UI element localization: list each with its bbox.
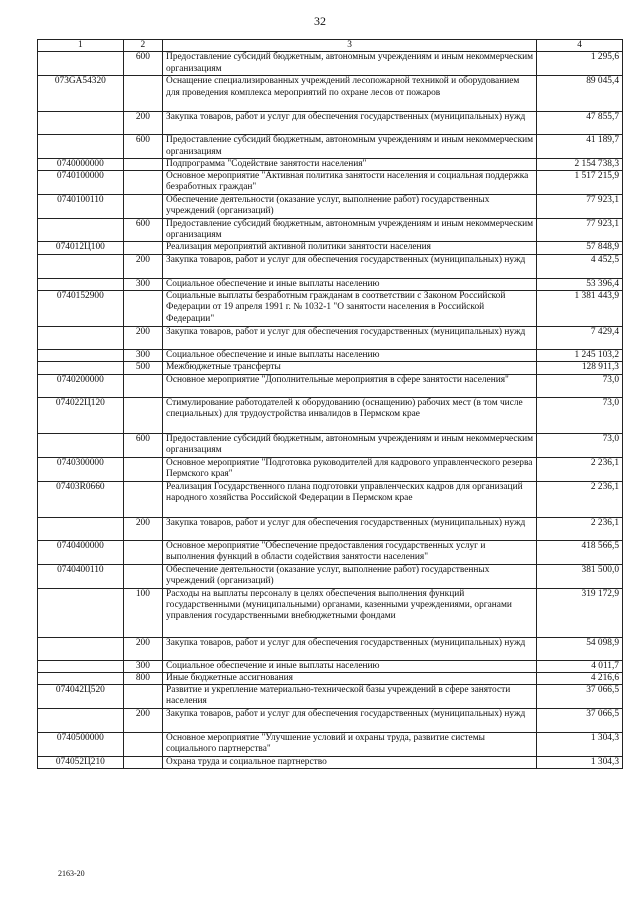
row-name: Закупка товаров, работ и услуг для обеспечения государственных (муниципальных) нужд [163,254,537,278]
row-code [38,362,124,374]
row-name: Реализация Государственного плана подготовки управленческих кадров для организаций народного хозяйства Российской Федерации в Пермском крае [163,481,537,517]
budget-table [37,39,623,769]
row-code: 0740300000 [38,457,124,481]
row-sum: 4 011,7 [537,660,623,672]
row-expense-type [123,290,162,326]
row-expense-type [123,397,162,433]
table-row [38,588,623,637]
row-name: Расходы на выплаты персоналу в целях обеспечения выполнения функций государственными (муниципальными) органами, казенными учреждениями, органами управления государственными внебюджетными фондами [163,588,537,637]
table-row [38,397,623,433]
row-name: Социальное обеспечение и иные выплаты населению [163,278,537,290]
row-expense-type: 600 [123,135,162,159]
table-row [38,732,623,756]
table-row [38,540,623,564]
row-expense-type [123,195,162,219]
header-col-3: 3 [163,40,537,52]
row-sum: 1 304,3 [537,756,623,768]
table-row [38,171,623,195]
row-expense-type [123,732,162,756]
row-expense-type [123,76,162,112]
table-row [38,708,623,732]
row-sum: 53 396,4 [537,278,623,290]
row-code: 0740400110 [38,564,124,588]
row-sum: 2 236,1 [537,457,623,481]
row-sum: 381 500,0 [537,564,623,588]
row-code: 074022Ц120 [38,397,124,433]
row-sum: 1 517 215,9 [537,171,623,195]
row-expense-type: 300 [123,349,162,361]
table-row [38,326,623,349]
row-sum: 57 848,9 [537,242,623,254]
row-code: 074052Ц210 [38,756,124,768]
row-name: Предоставление субсидий бюджетным, автономным учреждениям и иным некоммерческим организациям [163,218,537,242]
row-sum: 73,0 [537,374,623,397]
table-row [38,517,623,540]
table-row [38,637,623,660]
row-name: Основное мероприятие "Дополнительные мероприятия в сфере занятости населения" [163,374,537,397]
row-name: Основное мероприятие "Активная политика занятости населения и социальная поддержка безработных граждан" [163,171,537,195]
row-sum: 37 066,5 [537,685,623,709]
row-code [38,326,124,349]
row-code: 0740152900 [38,290,124,326]
row-code [38,660,124,672]
footer-code: 2163-20 [58,869,85,878]
row-sum: 77 923,1 [537,195,623,219]
row-sum: 1 381 443,9 [537,290,623,326]
row-code: 074042Ц520 [38,685,124,709]
table-row [38,362,623,374]
row-name: Реализация мероприятий активной политики занятости населения [163,242,537,254]
table-row [38,290,623,326]
row-name: Закупка товаров, работ и услуг для обеспечения государственных (муниципальных) нужд [163,708,537,732]
row-name: Стимулирование работодателей к оборудованию (оснащению) рабочих мест (в том числе специальных) для трудоустройства инвалидов в Пермском крае [163,397,537,433]
row-sum: 1 304,3 [537,732,623,756]
table-row [38,112,623,135]
table-row [38,685,623,709]
table-row [38,218,623,242]
row-sum: 4 216,6 [537,672,623,684]
row-sum: 47 855,7 [537,112,623,135]
header-col-1: 1 [38,40,124,52]
row-sum: 2 154 738,3 [537,158,623,170]
row-sum: 2 236,1 [537,517,623,540]
row-name: Предоставление субсидий бюджетным, автономным учреждениям и иным некоммерческим организациям [163,52,537,76]
table-row [38,158,623,170]
row-code: 074012Ц100 [38,242,124,254]
row-name: Закупка товаров, работ и услуг для обеспечения государственных (муниципальных) нужд [163,326,537,349]
row-code: 0740200000 [38,374,124,397]
row-name: Закупка товаров, работ и услуг для обеспечения государственных (муниципальных) нужд [163,517,537,540]
row-name: Обеспечение деятельности (оказание услуг, выполнение работ) государственных учреждений (организаций) [163,564,537,588]
row-sum: 1 295,6 [537,52,623,76]
row-code [38,517,124,540]
row-name: Основное мероприятие "Обеспечение предоставления государственных услуг и выполнения функций в области содействия занятости населения" [163,540,537,564]
row-expense-type [123,540,162,564]
row-code [38,218,124,242]
row-expense-type [123,685,162,709]
row-sum: 1 245 103,2 [537,349,623,361]
row-expense-type [123,242,162,254]
table-row [38,242,623,254]
table-row [38,135,623,159]
row-expense-type: 800 [123,672,162,684]
row-sum: 128 911,3 [537,362,623,374]
table-body [38,52,623,769]
row-expense-type: 200 [123,254,162,278]
row-code [38,52,124,76]
table-row [38,433,623,457]
row-sum: 54 098,9 [537,637,623,660]
row-expense-type: 600 [123,52,162,76]
table-row [38,76,623,112]
row-name: Социальное обеспечение и иные выплаты населению [163,660,537,672]
row-expense-type: 300 [123,278,162,290]
row-sum: 319 172,9 [537,588,623,637]
row-name: Иные бюджетные ассигнования [163,672,537,684]
row-code: 0740400000 [38,540,124,564]
row-sum: 2 236,1 [537,481,623,517]
row-name: Закупка товаров, работ и услуг для обеспечения государственных (муниципальных) нужд [163,112,537,135]
row-expense-type [123,158,162,170]
row-sum: 418 566,5 [537,540,623,564]
row-code [38,708,124,732]
row-code [38,349,124,361]
row-sum: 77 923,1 [537,218,623,242]
row-expense-type: 100 [123,588,162,637]
table-row [38,254,623,278]
row-expense-type [123,171,162,195]
row-name: Предоставление субсидий бюджетным, автономным учреждениям и иным некоммерческим организациям [163,135,537,159]
row-code [38,278,124,290]
row-sum: 89 045,4 [537,76,623,112]
row-name: Предоставление субсидий бюджетным, автономным учреждениям и иным некоммерческим организациям [163,433,537,457]
table-row [38,756,623,768]
row-sum: 37 066,5 [537,708,623,732]
row-name: Обеспечение деятельности (оказание услуг, выполнение работ) государственных учреждений (организаций) [163,195,537,219]
table-row [38,660,623,672]
table-row [38,278,623,290]
row-code: 0740500000 [38,732,124,756]
row-sum: 73,0 [537,397,623,433]
row-code [38,588,124,637]
row-code: 0740100110 [38,195,124,219]
header-col-2: 2 [123,40,162,52]
row-name: Подпрограмма "Содействие занятости населения" [163,158,537,170]
row-code [38,112,124,135]
row-name: Оснащение специализированных учреждений лесопожарной техникой и оборудованием для проведения комплекса мероприятий по охране лесов от пожаров [163,76,537,112]
row-expense-type: 200 [123,708,162,732]
row-name: Закупка товаров, работ и услуг для обеспечения государственных (муниципальных) нужд [163,637,537,660]
row-code: 07403R0660 [38,481,124,517]
row-code [38,433,124,457]
row-code [38,135,124,159]
table-row [38,672,623,684]
row-expense-type: 200 [123,326,162,349]
row-expense-type: 300 [123,660,162,672]
row-name: Охрана труда и социальное партнерство [163,756,537,768]
row-expense-type [123,374,162,397]
row-name: Социальные выплаты безработным гражданам в соответствии с Законом Российской Федерации от 19 апреля 1991 г. № 1032-1 "О занятости населения в Российской Федерации" [163,290,537,326]
page-number: 32 [314,14,326,28]
table-header [38,40,623,52]
row-expense-type: 600 [123,433,162,457]
table-row [38,457,623,481]
table-row [38,52,623,76]
table-row [38,195,623,219]
row-name: Основное мероприятие "Подготовка руководителей для кадрового управленческого резерва Пермского края" [163,457,537,481]
row-sum: 4 452,5 [537,254,623,278]
row-sum: 7 429,4 [537,326,623,349]
header-col-4: 4 [537,40,623,52]
row-expense-type [123,457,162,481]
row-name: Социальное обеспечение и иные выплаты населению [163,349,537,361]
row-expense-type: 200 [123,517,162,540]
row-sum: 73,0 [537,433,623,457]
row-expense-type: 500 [123,362,162,374]
table-row [38,481,623,517]
header-row [38,40,623,52]
row-expense-type [123,756,162,768]
row-code [38,637,124,660]
row-expense-type [123,564,162,588]
row-expense-type [123,481,162,517]
row-code: 073GA54320 [38,76,124,112]
row-code: 0740000000 [38,158,124,170]
table-row [38,374,623,397]
row-name: Межбюджетные трансферты [163,362,537,374]
row-expense-type: 200 [123,112,162,135]
row-expense-type: 200 [123,637,162,660]
table-row [38,349,623,361]
row-code: 0740100000 [38,171,124,195]
row-expense-type: 600 [123,218,162,242]
row-name: Развитие и укрепление материально-технической базы учреждений в сфере занятости населения [163,685,537,709]
row-name: Основное мероприятие "Улучшение условий и охраны труда, развитие системы социального партнерства" [163,732,537,756]
row-code [38,672,124,684]
row-code [38,254,124,278]
row-sum: 41 189,7 [537,135,623,159]
table-row [38,564,623,588]
